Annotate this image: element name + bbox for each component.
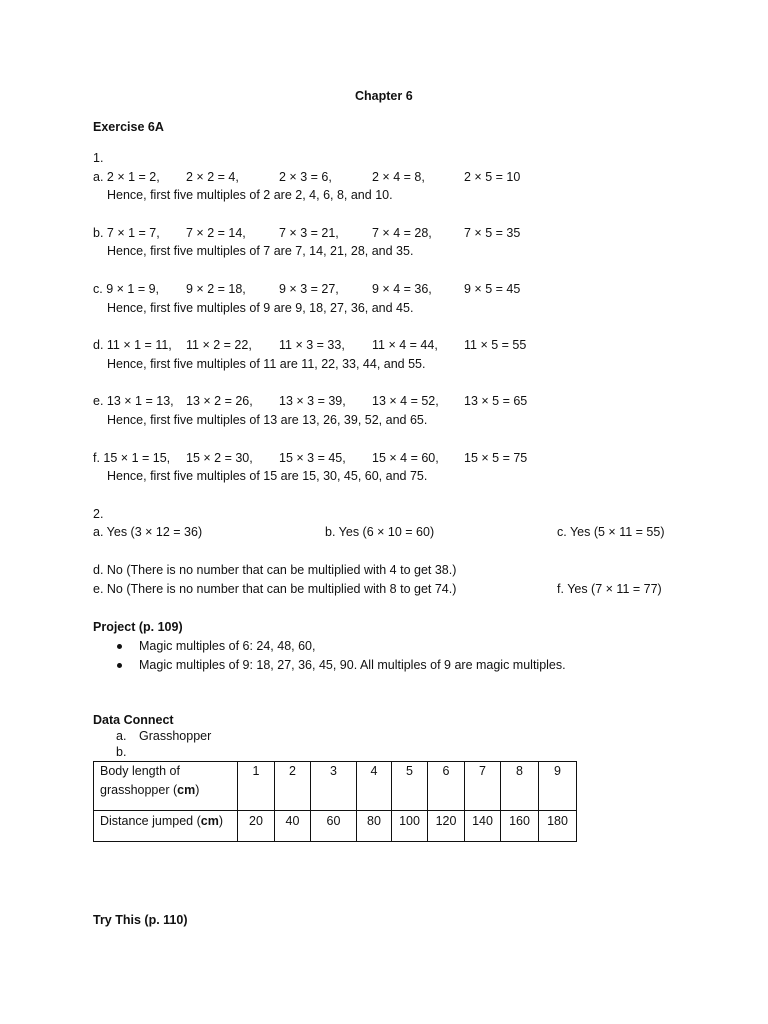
table-cell: 9: [539, 762, 577, 811]
unit-label: cm: [177, 783, 196, 797]
answer-2c: c. Yes (5 × 11 = 55): [557, 525, 665, 539]
row-header: [94, 811, 238, 842]
table-row: [94, 811, 577, 842]
paren-close: ): [218, 814, 223, 828]
equation: 11 × 4 = 44,: [372, 338, 438, 352]
row-header: [94, 762, 238, 811]
list-item: Magic multiples of 6: 24, 48, 60,: [139, 639, 316, 653]
answer-2f: f. Yes (7 × 11 = 77): [557, 582, 662, 596]
summary-text: Hence, first five multiples of 2 are 2, 4, 6, 8, and 10.: [107, 188, 393, 202]
table-cell: 5: [392, 762, 428, 811]
summary-text: Hence, first five multiples of 7 are 7, 14, 21, 28, and 35.: [107, 244, 414, 258]
equation: 15 × 4 = 60,: [372, 451, 439, 465]
summary-text: Hence, first five multiples of 11 are 11, 22, 33, 44, and 55.: [107, 357, 426, 371]
paren-close: ): [195, 783, 200, 797]
table-cell: 1: [238, 762, 275, 811]
chapter-title: Chapter 6: [355, 89, 413, 103]
summary-text: Hence, first five multiples of 9 are 9, 18, 27, 36, and 45.: [107, 301, 414, 315]
table-cell: 4: [357, 762, 392, 811]
answer-2a: a. Yes (3 × 12 = 36): [93, 525, 203, 539]
equation: a. 2 × 1 = 2,: [93, 170, 160, 184]
data-connect-title: Data Connect: [93, 713, 174, 727]
equation: 13 × 4 = 52,: [372, 394, 439, 408]
equation: 15 × 2 = 30,: [186, 451, 253, 465]
table-cell: 160: [501, 811, 539, 842]
bullet-icon: [117, 663, 122, 668]
equation: 15 × 5 = 75: [464, 451, 528, 465]
equation: 9 × 3 = 27,: [279, 282, 339, 296]
equation: 7 × 3 = 21,: [279, 226, 339, 240]
equation: e. 13 × 1 = 13,: [93, 394, 174, 408]
answer-2e: e. No (There is no number that can be multiplied with 8 to get 74.): [93, 582, 457, 596]
table-cell: 80: [357, 811, 392, 842]
try-this-title: Try This (p. 110): [93, 913, 188, 927]
list-marker: a.: [116, 729, 127, 743]
equation: 7 × 2 = 14,: [186, 226, 246, 240]
exercise-title: Exercise 6A: [93, 120, 164, 134]
equation: 2 × 5 = 10: [464, 170, 521, 184]
list-item: Magic multiples of 9: 18, 27, 36, 45, 90. All multiples of 9 are magic multiples.: [139, 658, 566, 672]
table-cell: 60: [311, 811, 357, 842]
equation: c. 9 × 1 = 9,: [93, 282, 160, 296]
equation: 13 × 5 = 65: [464, 394, 528, 408]
project-title: Project (p. 109): [93, 620, 183, 634]
equation: 7 × 4 = 28,: [372, 226, 432, 240]
bullet-icon: [117, 644, 122, 649]
summary-text: Hence, first five multiples of 13 are 13, 26, 39, 52, and 65.: [107, 413, 428, 427]
equation: 7 × 5 = 35: [464, 226, 521, 240]
table-cell: 100: [392, 811, 428, 842]
question-2-number: 2.: [93, 507, 104, 521]
answer-2d: d. No (There is no number that can be multiplied with 4 to get 38.): [93, 563, 457, 577]
equation: 11 × 5 = 55: [464, 338, 527, 352]
list-item: Grasshopper: [139, 729, 212, 743]
equation: 13 × 3 = 39,: [279, 394, 346, 408]
table-cell: 180: [539, 811, 577, 842]
table-cell: 2: [275, 762, 311, 811]
table-row: [94, 762, 577, 811]
table-cell: 8: [501, 762, 539, 811]
table-cell: 140: [465, 811, 501, 842]
equation: 2 × 2 = 4,: [186, 170, 239, 184]
equation: 2 × 4 = 8,: [372, 170, 425, 184]
row-header-label: Body length of grasshopper (: [100, 764, 180, 797]
equation: 11 × 3 = 33,: [279, 338, 345, 352]
summary-text: Hence, first five multiples of 15 are 15, 30, 45, 60, and 75.: [107, 469, 428, 483]
table-cell: 3: [311, 762, 357, 811]
table-cell: 6: [428, 762, 465, 811]
grasshopper-data-table: [93, 761, 577, 842]
equation: 9 × 4 = 36,: [372, 282, 432, 296]
table-cell: 40: [275, 811, 311, 842]
question-1-number: 1.: [93, 151, 104, 165]
unit-label: cm: [200, 814, 219, 828]
list-marker: b.: [116, 745, 127, 759]
table-cell: 120: [428, 811, 465, 842]
equation: 9 × 2 = 18,: [186, 282, 246, 296]
equation: b. 7 × 1 = 7,: [93, 226, 160, 240]
equation: d. 11 × 1 = 11,: [93, 338, 172, 352]
equation: 11 × 2 = 22,: [186, 338, 252, 352]
table-cell: 7: [465, 762, 501, 811]
equation: 15 × 3 = 45,: [279, 451, 346, 465]
equation: 9 × 5 = 45: [464, 282, 521, 296]
equation: 13 × 2 = 26,: [186, 394, 253, 408]
equation: f. 15 × 1 = 15,: [93, 451, 171, 465]
answer-2b: b. Yes (6 × 10 = 60): [325, 525, 435, 539]
equation: 2 × 3 = 6,: [279, 170, 332, 184]
row-header-label: Distance jumped (: [100, 814, 201, 828]
table-cell: 20: [238, 811, 275, 842]
